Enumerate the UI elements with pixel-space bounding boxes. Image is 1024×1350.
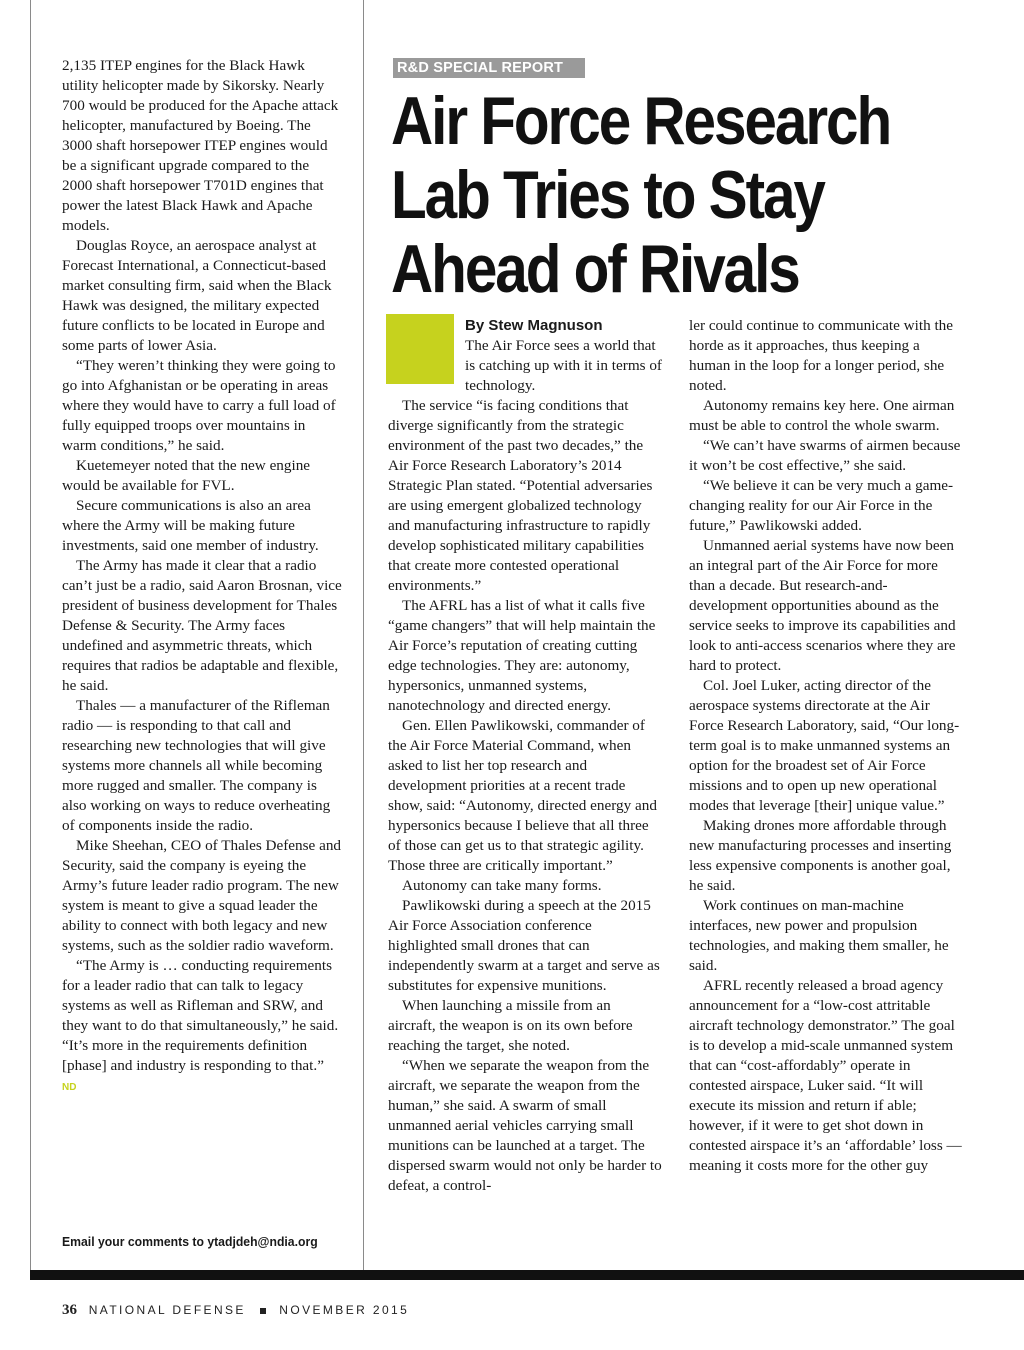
paragraph: Thales — a manufacturer of the Rifleman radio — is responding to that call and researching new technologies that will give systems more channels all while becoming more rugged and smaller. The company is also working on ways to reduce overheating of components inside the radio. [62,697,331,834]
paragraph: Mike Sheehan, CEO of Thales Defense and Security, said the company is eyeing the Army’s future leader radio program. The new system is meant to give a squad leader the ability to connect with both legacy and new systems, such as the soldier radio waveform. [62,837,342,954]
paragraph: Secure communications is also an area where the Army will be making future investments, said one member of industry. [62,497,319,554]
paragraph: “When we separate the weapon from the aircraft, we separate the weapon from the human,” she said. A swarm of small unmanned aerial vehicles carrying small munitions can be launched at a target. The dispersed swarm would not only be harder to defeat, a control- [388,1057,662,1194]
section-kicker: R&D SPECIAL REPORT [393,58,585,78]
headline [391,84,1010,306]
paragraph: “We believe it can be very much a game-changing reality for our Air Force in the future,” Pawlikowski added. [689,477,954,534]
headline-line-1: Air Force Research [391,83,891,159]
paragraph: AFRL recently released a broad agency announcement for a “low-cost attritable aircraft technology demonstrator.” The goal is to develop a mid-scale unmanned system that can “cost-affordably” operate in contested airspace, Luker said. “It will execute its mission and return if able; however, if it were to get shot down in contested airspace it’s an ‘affordable’ loss — meaning it costs more for the other guy [689,977,962,1174]
paragraph: Making drones more affordable through new manufacturing processes and inserting less expensive components is another goal, he said. [689,817,952,894]
paragraph-final [62,956,342,1098]
paragraph: Unmanned aerial systems have now been an integral part of the Air Force for more than a decade. But research-and-development opportunities abound as the service seeks to improve its capabilities and look to anti-access scenarios where they are hard to protect. [689,537,956,674]
paragraph: The Army has made it clear that a radio can’t just be a radio, said Aaron Brosnan, vice president of business development for Thales Defense & Security. The Army faces undefined and asymmetric threats, which requires that radios be adaptable and flexible, he said. [62,557,342,694]
continued-article-column [62,56,342,1098]
column-divider-rule [363,0,364,1270]
separator-square-icon [260,1308,266,1314]
end-mark-nd: ND [62,1082,77,1093]
paragraph: Col. Joel Luker, acting director of the aerospace systems directorate at the Air Force Research Laboratory, said, “Our long-term goal is to make unmanned systems an option for the broadest set of Air Force missions and to open up new operational modes that leverage [their] unique value.” [689,677,960,814]
paragraph: When launching a missile from an aircraft, the weapon is on its own before reaching the target, she noted. [388,997,633,1054]
article-column-3 [689,316,963,1176]
footer-bar [30,1270,1024,1280]
paragraph: Pawlikowski during a speech at the 2015 Air Force Association conference highlighted small drones that can independently swarm at a target and serve as substitutes for expensive munitions. [388,897,660,994]
paragraph: Work continues on man-machine interfaces, new power and propulsion technologies, and making them smaller, he said. [689,897,949,974]
headline-line-2: Lab Tries to Stay [391,157,824,233]
paragraph: “We can’t have swarms of airmen because it won’t be cost effective,” she said. [689,437,961,474]
publication-name: NATIONAL DEFENSE [88,1303,246,1317]
paragraph: “They weren’t thinking they were going to go into Afghanistan or be operating in areas where they would have to carry a full load of fully equipped troops over mountains in warm conditions,” he said. [62,357,336,454]
lead-paragraph: The Air Force sees a world that is catching up with it in terms of technology. [465,337,662,394]
paragraph: Kuetemeyer noted that the new engine would be available for FVL. [62,457,311,494]
paragraph-text: “The Army is … conducting requirements for a leader radio that can talk to legacy systems as well as Rifleman and SRW, and they want to do that simultaneously,” he said. “It’s more in the requirements definition [phase] and industry is responding to that.” [62,957,339,1074]
paragraph: Gen. Ellen Pawlikowski, commander of the Air Force Material Command, when asked to list her top research and development priorities at a recent trade show, said: “Autonomy, directed energy and hypersonics because I believe that all three of those can get us to that strategic agility. Those three are critically important.” [388,717,657,874]
page-number: 36 [62,1302,77,1318]
lead-block [388,316,662,396]
headline-line-3: Ahead of Rivals [391,231,799,307]
email-comments-line: Email your comments to ytadjdeh@ndia.org [62,1234,318,1249]
paragraph: Autonomy remains key here. One airman must be able to control the whole swarm. [689,397,955,434]
page-footer [62,1302,409,1319]
paragraph: ler could continue to communicate with the horde as it approaches, thus keeping a human in the loop for a longer period, she noted. [689,317,954,394]
paragraph: 2,135 ITEP engines for the Black Hawk utility helicopter made by Sikorsky. Nearly 700 would be produced for the Apache attack helicopter, manufactured by Boeing. The 3000 shaft horsepower ITEP engines would be a significant upgrade compared to the 2000 shaft horsepower T701D engines that power the latest Black Hawk and Apache models. [62,57,339,234]
paragraph: The AFRL has a list of what it calls five “game changers” that will help maintain the Air Force’s reputation of creating cutting edge technologies. They are: autonomy, hypersonics, unmanned systems, nanotechnology and directed energy. [388,597,656,714]
paragraph: The service “is facing conditions that diverge significantly from the strategic environment of the past two decades,” the Air Force Research Laboratory’s 2014 Strategic Plan stated. “Potential adversaries are using emergent globalized technology and manufacturing infrastructure to rapidly develop sophisticated military capabilities that create more contested operational environments.” [388,397,653,594]
left-margin-rule [30,0,31,1270]
issue-date: NOVEMBER 2015 [279,1303,410,1317]
article-column-2 [388,316,662,1196]
paragraph: Autonomy can take many forms. [402,877,602,894]
byline: By Stew Magnuson [465,317,603,334]
paragraph: Douglas Royce, an aerospace analyst at Forecast International, a Connecticut-based market consulting firm, said when the Black Hawk was designed, the military expected future conflicts to be located in Europe and some parts of lower Asia. [62,237,332,354]
